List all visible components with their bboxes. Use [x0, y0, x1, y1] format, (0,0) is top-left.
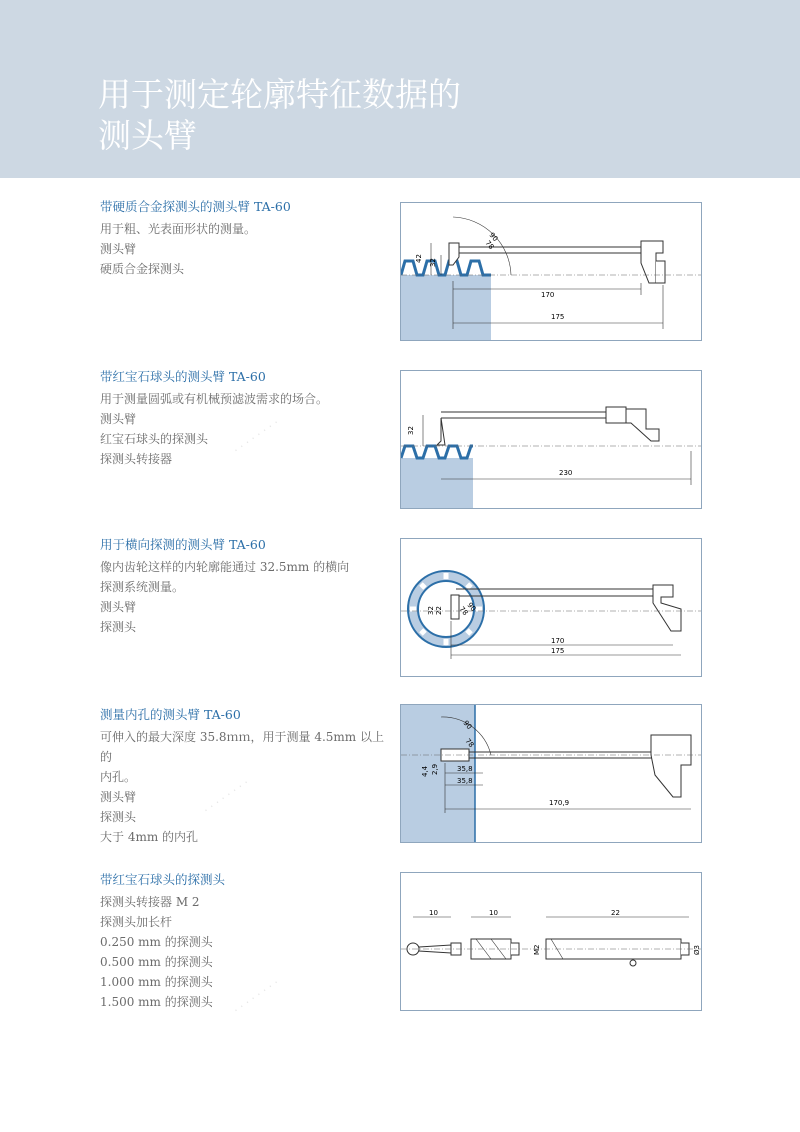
dim-label: 90	[487, 231, 500, 244]
section-text: 探测头	[100, 810, 137, 824]
dim-label: 230	[559, 469, 573, 477]
section-ruby-probes	[100, 871, 390, 1012]
section-text: 探测系统测量。	[100, 580, 185, 594]
page-title: 用于测定轮廓特征数据的 测头臂	[98, 75, 461, 155]
dim-label: 32	[427, 606, 435, 615]
section-text: 探测头加长杆	[100, 915, 173, 929]
section-text: 0.500 mm 的探测头	[100, 955, 213, 969]
dim-label: 4,4	[421, 765, 429, 777]
page-header	[0, 0, 800, 178]
section-text: 用于粗、光表面形状的测量。	[100, 222, 257, 236]
section-text: 0.250 mm 的探测头	[100, 935, 213, 949]
dim-label: 22	[611, 909, 620, 917]
section-text: 1.500 mm 的探测头	[100, 995, 213, 1009]
dim-label: 22	[435, 606, 443, 615]
section-text: 测头臂	[100, 412, 137, 426]
dim-label: 170	[551, 637, 565, 645]
figure-ruby-arm	[400, 370, 702, 509]
watermark: · · · · · · · ·	[231, 976, 282, 1017]
section-lateral-arm	[100, 536, 390, 637]
section-bore-arm	[100, 706, 390, 847]
dim-label: 170,9	[549, 799, 570, 807]
figure-carbide-arm	[400, 202, 702, 341]
section-text: 测头臂	[100, 600, 137, 614]
dim-label: 32	[407, 426, 415, 435]
dim-label: 170	[541, 291, 555, 299]
dim-label: 35,8	[457, 765, 473, 773]
section-text: 探测头转接器	[100, 452, 173, 466]
section-text: 1.000 mm 的探测头	[100, 975, 213, 989]
section-ruby-arm	[100, 368, 390, 469]
section-text: 探测头转接器 M 2	[100, 895, 200, 909]
dim-label: 10	[429, 909, 438, 917]
section-text: 探测头	[100, 620, 137, 634]
dim-label: 32	[429, 258, 437, 267]
section-title: 带红宝石球头的测头臂 TA-60	[100, 369, 266, 384]
watermark: · · · · · · · ·	[201, 776, 252, 817]
watermark: · · · · · · · ·	[231, 416, 282, 457]
section-text: 用于测量圆弧或有机械预滤波需求的场合。	[100, 392, 329, 406]
dim-label: 10	[489, 909, 498, 917]
dim-label: 78	[463, 737, 476, 750]
section-title: 测量内孔的测头臂 TA-60	[100, 707, 241, 722]
dim-label: Ø3	[693, 945, 701, 955]
dim-label: 78	[457, 605, 470, 618]
section-text: 大于 4mm 的内孔	[100, 830, 199, 844]
section-title: 带红宝石球头的探测头	[100, 872, 226, 887]
dim-label: 175	[551, 313, 565, 321]
figure-lateral-arm	[400, 538, 702, 677]
dim-label: 2,9	[431, 763, 439, 775]
section-text: 测头臂	[100, 242, 137, 256]
figure-bore-arm	[400, 704, 702, 843]
section-carbide-arm	[100, 198, 390, 279]
section-title: 用于横向探测的测头臂 TA-60	[100, 537, 266, 552]
section-text: 硬质合金探测头	[100, 262, 185, 276]
dim-label: 42	[415, 254, 423, 263]
dim-label: 78	[483, 239, 496, 252]
section-title: 带硬质合金探测头的测头臂 TA-60	[100, 199, 291, 214]
section-text: 内孔。	[100, 770, 137, 784]
section-text: 像内齿轮这样的内轮廓能通过 32.5mm 的横向	[100, 560, 350, 574]
dim-label: 90	[465, 601, 478, 614]
dim-label: 175	[551, 647, 565, 655]
dim-label: 35,8	[457, 777, 473, 785]
dim-label: M2	[533, 944, 541, 955]
dim-label: 90	[461, 719, 474, 732]
section-text: 红宝石球头的探测头	[100, 432, 209, 446]
section-text: 可伸入的最大深度 35.8ｍｍ，用于测量 4.5mm 以上的	[100, 730, 385, 764]
section-text: 测头臂	[100, 790, 137, 804]
figure-ruby-probes	[400, 872, 702, 1011]
